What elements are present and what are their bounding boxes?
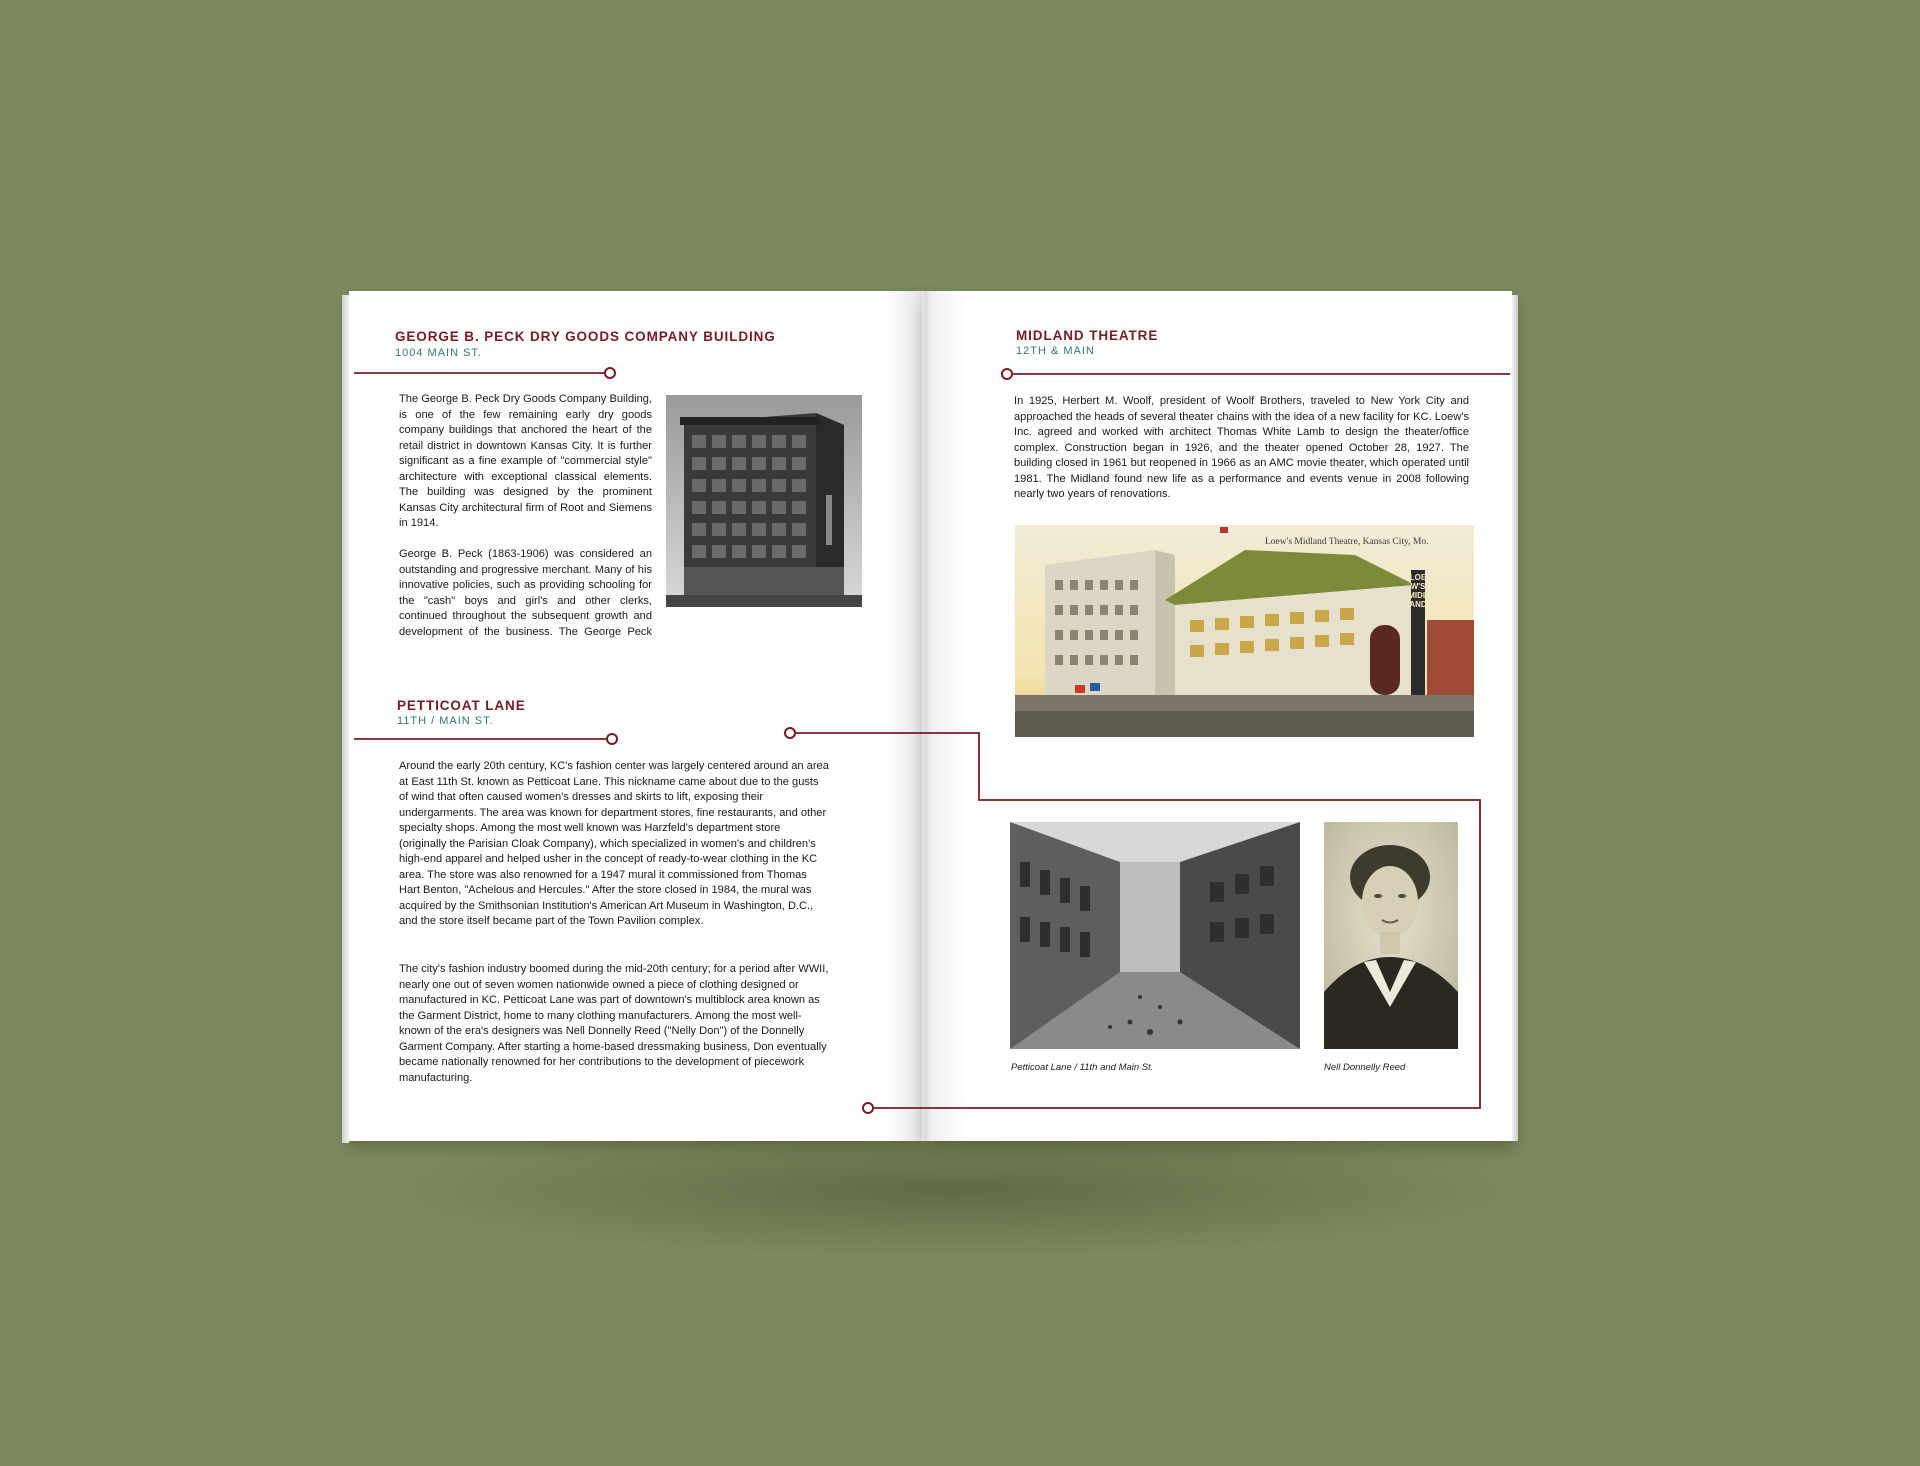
postcard-marquee-sign: LOEW'S MIDLAND	[1408, 573, 1428, 609]
petticoat-paragraph-1: Around the early 20th century, KC's fashion center was largely centered around an area at East 11th St. known as Petticoat Lane. This nickname came about due to the gusts of wind that often caused women's dresses and skirts to lift, exposing their undergarments. The area was known for department stores, fine restaurants, and other specialty shops. Among the most well known was Harzfeld's department store (originally the Parisian Cloak Company), which specialized in women's and children's high-end apparel and helped usher in the concept of ready-to-wear clothing in the KC area. The store was also renowned for a 1947 mural it commissioned from Thomas Hart Benton, "Achelous and Hercules." After the store closed in 1984, the mural was acquired by the Smithsonian Institution's American Art Museum in Washington, D.C., and the store itself became part of the Town Pavilion complex.	[399, 760, 829, 927]
petticoat-lane-address: 11TH / MAIN ST.	[397, 715, 494, 727]
peck-paragraph-1: The George B. Peck Dry Goods Company Building, is one of the few remaining early dry goods company buildings that anchored the heart of the retail district in downtown Kansas City. It is further significant as a fine example of "commercial style" architecture with exceptional classical elements. The building was designed by the prominent Kansas City architectural firm of Root and Siemens in 1914.	[399, 393, 652, 529]
street-photo-caption: Petticoat Lane / 11th and Main St.	[1011, 1062, 1154, 1073]
postcard-caption: Loew's Midland Theatre, Kansas City, Mo.	[1265, 537, 1429, 547]
peck-building-title: GEORGE B. PECK DRY GOODS COMPANY BUILDING	[395, 329, 776, 344]
petticoat-lane-title: PETTICOAT LANE	[397, 698, 526, 713]
peck-building-address: 1004 MAIN ST.	[395, 347, 482, 359]
midland-paragraph: In 1925, Herbert M. Woolf, president of Woolf Brothers, traveled to New York City and approached the heads of several theater chains with the idea of a new facility for KC. Loew's Inc. agreed and worked with architect Thomas White Lamb to design the theater/office complex. Construction began in 1926, and the theater opened October 28, 1927. The building closed in 1961 but reopened in 1966 as an AMC movie theater, which operated until 1981. The Midland found new life as a performance and events venue in 2008 following nearly two years of renovations.	[1014, 395, 1469, 500]
midland-theatre-title: MIDLAND THEATRE	[1016, 328, 1159, 343]
portrait-caption: Nell Donnelly Reed	[1324, 1062, 1406, 1073]
midland-theatre-address: 12TH & MAIN	[1016, 345, 1095, 357]
petticoat-paragraph-2: The city's fashion industry boomed during the mid-20th century; for a period after WWII, nearly one out of seven women nationwide owned a piece of clothing designed or manufactured in KC. Petticoat Lane was part of downtown's multiblock area known as the Garment District, home to many clothing manufacturers. Among the most well-known of the era's designers was Nell Donnelly Reed ("Nelly Don") of the Donnelly Garment Company. After starting a home-based dressmaking business, Don eventually became nationally renowned for her contributions to the development of piecework manufacturing.	[399, 963, 829, 1084]
peck-paragraph-2: George B. Peck (1863-1906) was considered an outstanding and progressive merchant. Many of his innovative policies, such as providing schooling for the "cash" boys and girl's and other clerks, continued throughout the subsequent growth and development of the business. The George Peck	[399, 548, 652, 638]
